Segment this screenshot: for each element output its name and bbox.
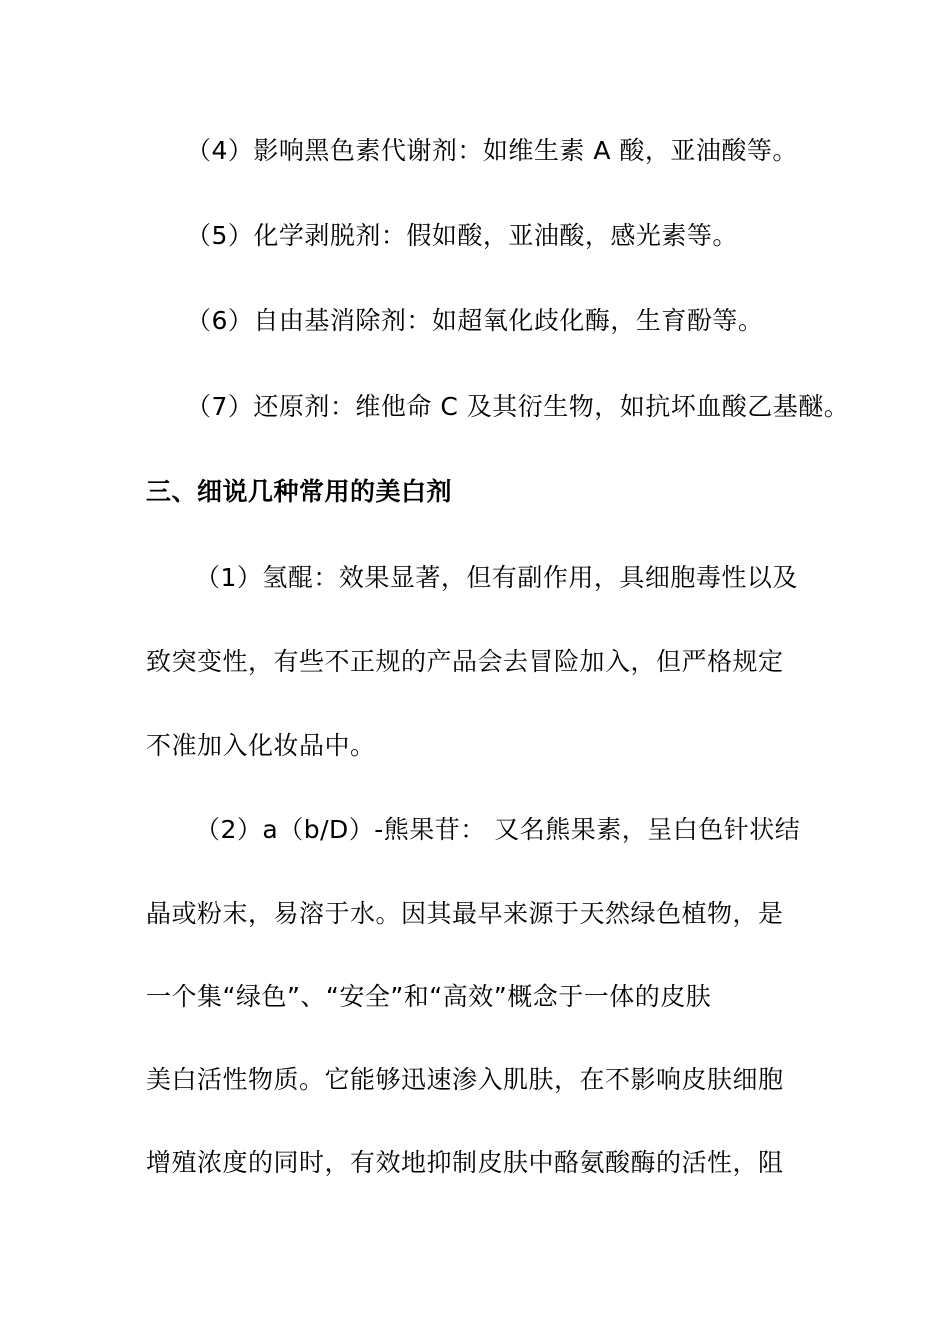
paragraph-1-line-1: （1）氢醌：效果显著，但有副作用，具细胞毒性以及 bbox=[195, 563, 798, 592]
paragraph-2-line-1: （2）a（b/D）-熊果苷： 又名熊果素，呈白色针状结 bbox=[195, 815, 801, 844]
paragraph-2-line-5: 增殖浓度的同时，有效地抑制皮肤中酪氨酸酶的活性，阻 bbox=[146, 1148, 784, 1177]
section-heading: 三、细说几种常用的美白剂 bbox=[146, 477, 453, 506]
list-item-7: （7）还原剂：维他命 C 及其衍生物，如抗坏血酸乙基醚。 bbox=[186, 392, 850, 421]
paragraph-1-line-2: 致突变性，有些不正规的产品会去冒险加入，但严格规定 bbox=[146, 647, 784, 676]
paragraph-2-line-4: 美白活性物质。它能够迅速渗入肌肤，在不影响皮肤细胞 bbox=[146, 1065, 784, 1094]
paragraph-1-line-3: 不准加入化妆品中。 bbox=[146, 731, 376, 760]
list-item-4: （4）影响黑色素代谢剂：如维生素 A 酸，亚油酸等。 bbox=[186, 136, 798, 165]
paragraph-2-line-3: 一个集“绿色”、“安全”和“高效”概念于一体的皮肤 bbox=[146, 982, 712, 1011]
list-item-6: （6）自由基消除剂：如超氧化歧化酶，生育酚等。 bbox=[186, 306, 764, 335]
list-item-5: （5）化学剥脱剂：假如酸，亚油酸，感光素等。 bbox=[186, 221, 738, 250]
paragraph-2-line-2: 晶或粉末，易溶于水。因其最早来源于天然绿色植物，是 bbox=[146, 899, 784, 928]
